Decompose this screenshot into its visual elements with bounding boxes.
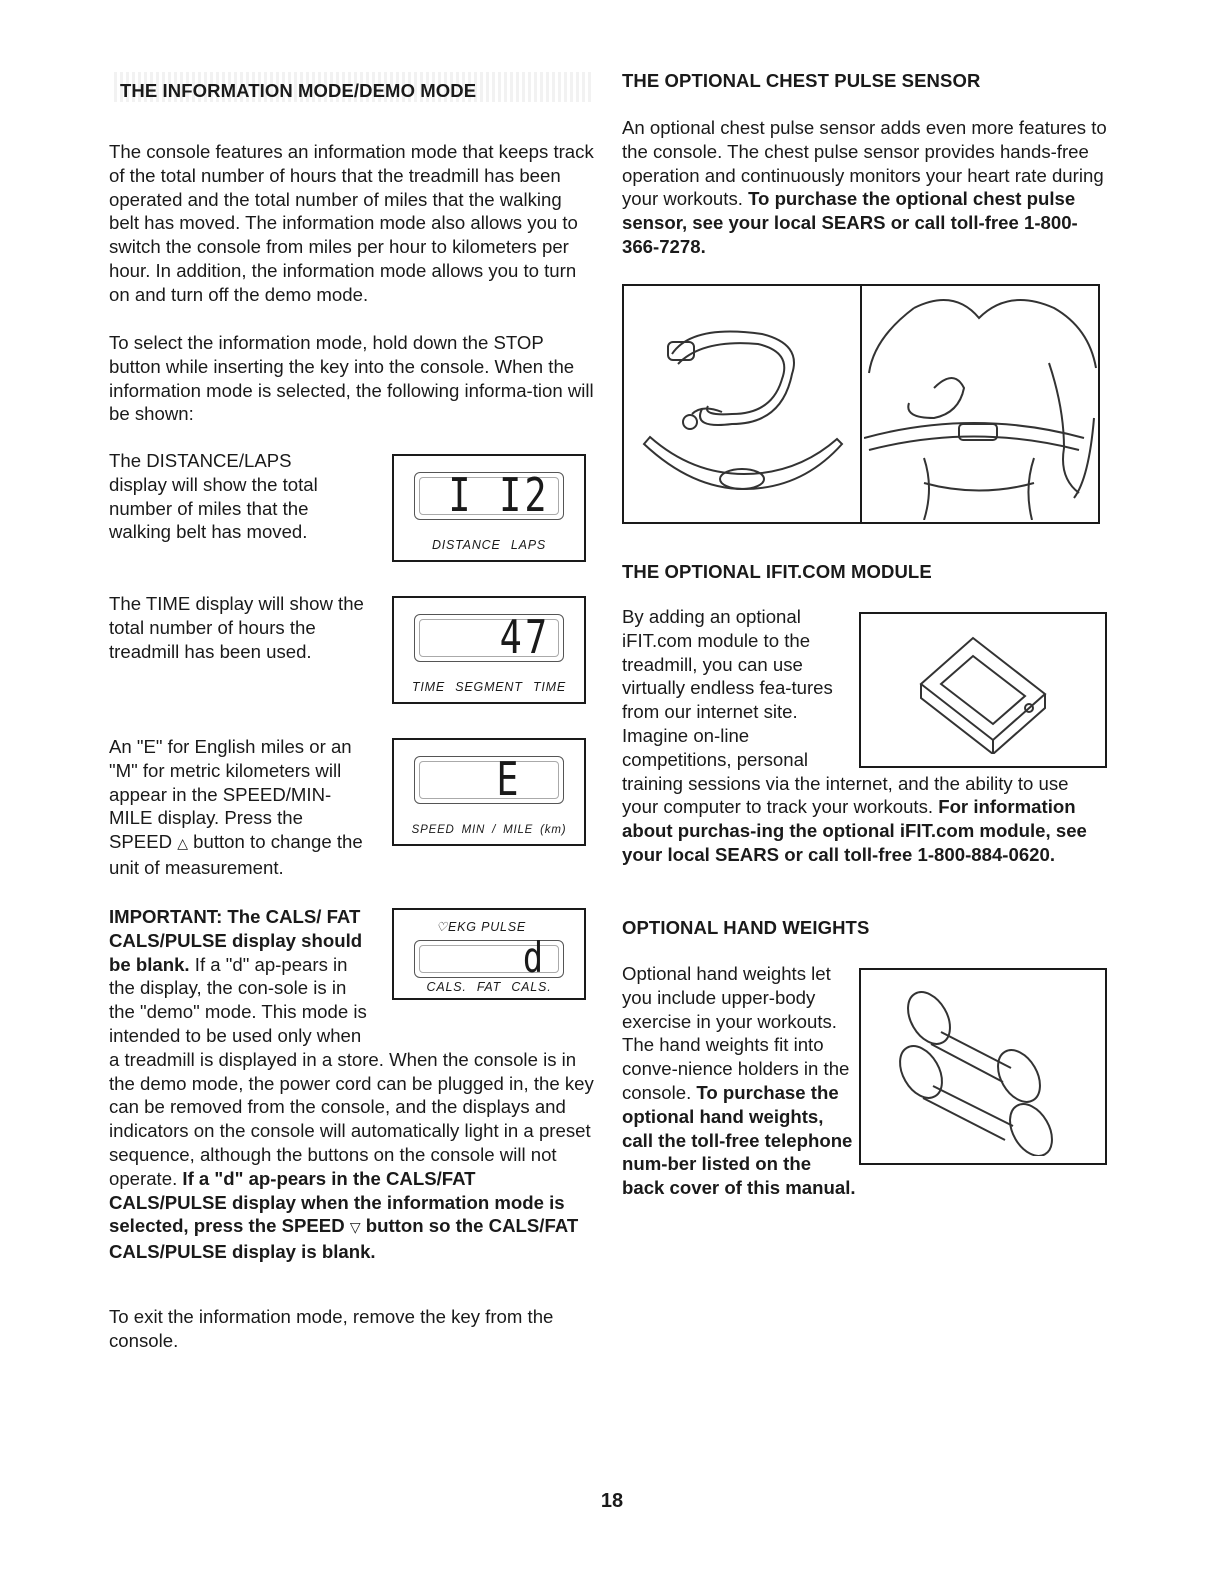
important-block	[109, 905, 594, 1264]
page-number: 18	[600, 1490, 624, 1512]
time-description: The TIME display will show the total number of hours the treadmill has been used.	[109, 593, 364, 662]
info-mode-select: To select the information mode, hold down the STOP button while inserting the key into the console. When the information mode is selected, the following informa-tion will be shown:	[109, 332, 594, 425]
time-value: 47	[499, 610, 550, 664]
ifit-heading: THE OPTIONAL IFIT.COM MODULE	[622, 561, 932, 582]
distance-description: The DISTANCE/LAPS display will show the total number of miles that the walking belt has moved.	[109, 450, 318, 543]
ifit-bold: For information about purchas-ing the optional iFIT.com module, see your local SEARS or call toll-free 1-800-884-0620.	[622, 796, 1087, 865]
ifit-text: By adding an optional iFIT.com module to the treadmill, you can use virtually endless fea-tures from our internet site. Imagine on-line competitions, personal training sessions via the internet, and the ability to use your computer to track your workouts.	[622, 606, 1069, 818]
speed-value: E	[496, 752, 522, 806]
chest-bold: To purchase the optional chest pulse sensor, see your local SEARS or call toll-free 1-800-366-7278.	[622, 188, 1078, 257]
chest-sensor-illustration	[622, 284, 1100, 524]
hand-weights-illustration	[859, 968, 1107, 1165]
exit-info-mode: To exit the information mode, remove the key from the console.	[109, 1306, 554, 1351]
important-bold-2: If a "d" ap-pears in the CALS/FAT CALS/PULSE display when the information mode is selected, press the SPEED	[109, 1167, 565, 1237]
info-mode-intro: The console features an information mode that keeps track of the total number of hours that the treadmill has been operated and the total number of miles that the walking belt has moved. The information mode also allows you to switch the console from miles per hour to kilometers per hour. In addition, the information mode allows you to turn on and turn off the demo mode.	[109, 141, 594, 305]
weights-bold: To purchase the optional hand weights, call the toll-free telephone num-ber listed on the back cover of this manual.	[622, 1081, 856, 1199]
distance-laps-display	[392, 454, 586, 562]
hand-weights-image	[891, 980, 1081, 1156]
speed-description	[109, 735, 371, 880]
divider	[860, 286, 862, 522]
speed-text-1: An "E" for English miles or an "M" for metric kilometers will appear in the SPEED/MIN-MILE display. Press the SPEED	[109, 736, 352, 853]
chest-sensor-heading: THE OPTIONAL CHEST PULSE SENSOR	[622, 70, 981, 91]
distance-label: DISTANCE LAPS	[431, 538, 547, 552]
chest-strap-image	[632, 294, 854, 518]
ifit-module-illustration	[859, 612, 1107, 768]
speed-down-icon: ▽	[349, 1219, 361, 1236]
weights-text: Optional hand weights let you include upper-body exercise in your workouts. The hand weights fit into conve-nience holders in the console.	[622, 963, 850, 1103]
speed-display	[392, 738, 586, 846]
pulse-top-label: ♡EKG PULSE	[436, 920, 527, 934]
chest-text: An optional chest pulse sensor adds even more features to the console. The chest pulse sensor provides hands-free operation and continuously monitors your heart rate during your workouts.	[622, 117, 1107, 210]
person-wearing-strap-image	[864, 288, 1098, 520]
important-text: If a "d" ap-pears in the display, the con-sole is in the "demo" mode. This mode is intended to be used only when a treadmill is displayed in a store. When the console is in the demo mode, the power cord can be plugged in, the key can be removed from the console, and the displays and indicators on the console will automatically light in a preset sequence, although the buttons on the console will not operate.	[109, 953, 594, 1189]
time-label: TIME SEGMENT TIME	[411, 680, 567, 694]
speed-label: SPEED MIN / MILE (km)	[411, 824, 567, 836]
distance-value: I I2	[448, 468, 550, 522]
cals-label: CALS. FAT CALS.	[426, 980, 552, 994]
time-display	[392, 596, 586, 704]
cals-value: d	[522, 933, 546, 982]
info-mode-heading: THE INFORMATION MODE/DEMO MODE	[120, 80, 477, 101]
chest-sensor-text	[622, 116, 1112, 259]
important-bold-3: button so the CALS/FAT CALS/PULSE display is blank.	[109, 1215, 579, 1263]
ifit-module-image	[911, 624, 1051, 754]
lcd-window	[414, 752, 564, 806]
speed-text-2: button to change the unit of measurement.	[109, 831, 363, 878]
hand-weights-heading: OPTIONAL HAND WEIGHTS	[622, 917, 870, 938]
speed-up-icon: △	[177, 835, 188, 852]
important-bold: IMPORTANT: The CALS/ FAT CALS/PULSE display should be blank.	[109, 906, 363, 975]
